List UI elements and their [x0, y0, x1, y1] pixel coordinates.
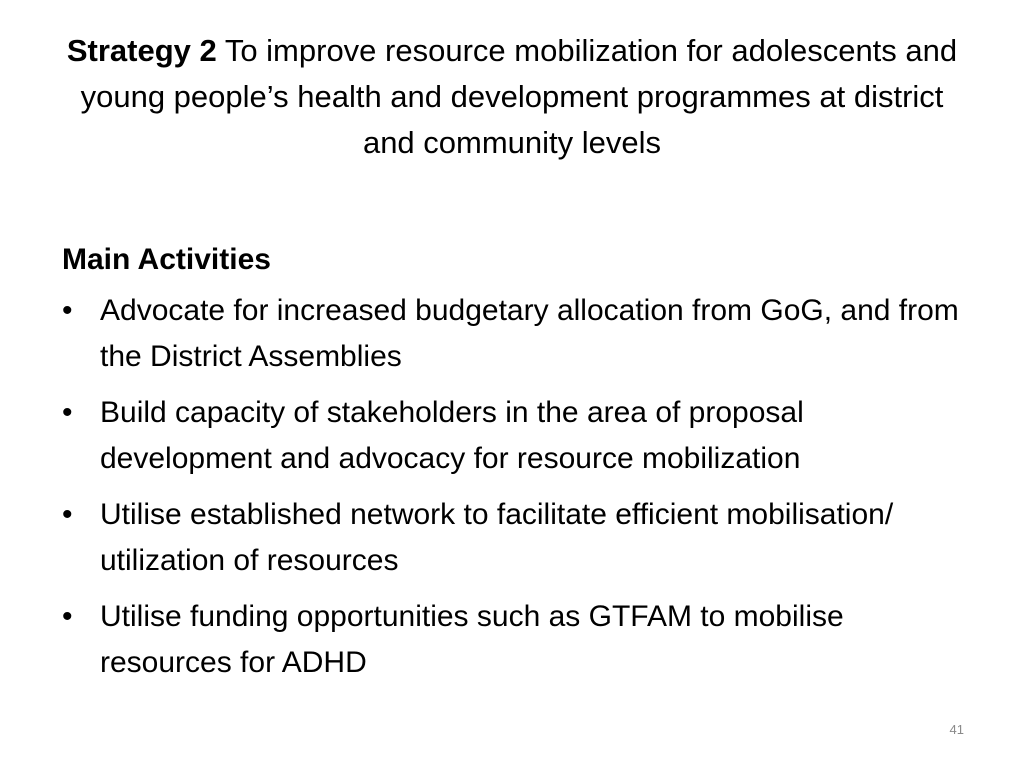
strategy-description: To improve resource mobilization for adolescents and young people’s health and development programmes at district and community levels: [80, 33, 958, 160]
bullet-icon: •: [62, 498, 73, 531]
list-item-text: Utilise funding opportunities such as GTFAM to mobilise resources for ADHD: [100, 600, 844, 679]
list-item: [62, 288, 972, 380]
bullet-icon: •: [62, 396, 73, 429]
activities-list: [62, 288, 972, 686]
bullet-icon: •: [62, 294, 73, 327]
slide-body: [62, 238, 972, 696]
slide-title: [60, 28, 964, 166]
page-number: 41: [949, 722, 964, 737]
strategy-label: Strategy 2: [66, 33, 217, 68]
list-item: [62, 390, 972, 482]
bullet-icon: •: [62, 600, 73, 633]
list-item: [62, 594, 972, 686]
list-item-text: Build capacity of stakeholders in the area of proposal development and advocacy for resource mobilization: [100, 396, 804, 475]
list-item-text: Utilise established network to facilitate efficient mobilisation/ utilization of resources: [100, 498, 894, 577]
list-item: [62, 492, 972, 584]
main-activities-heading: Main Activities: [62, 243, 271, 276]
list-item-text: Advocate for increased budgetary allocation from GoG, and from the District Assemblies: [100, 294, 959, 373]
